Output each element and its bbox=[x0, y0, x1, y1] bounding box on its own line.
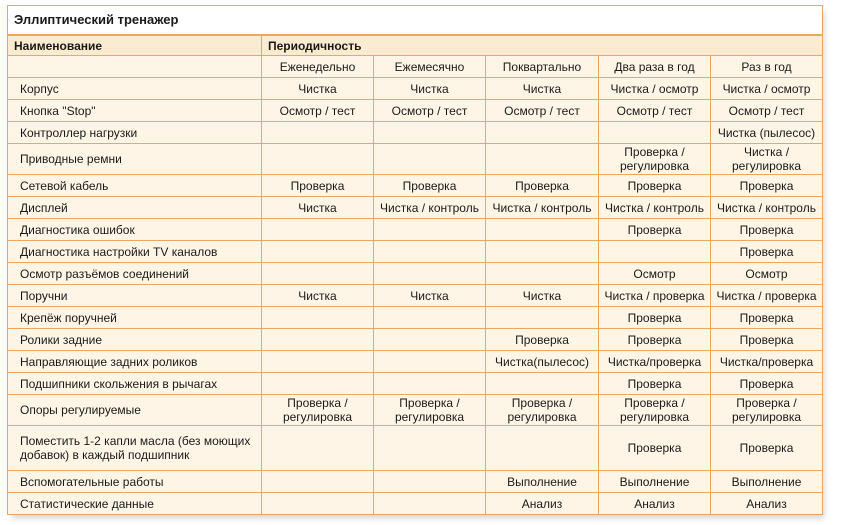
row-name: Диагностика настройки TV каналов bbox=[8, 241, 262, 263]
table-row bbox=[8, 329, 823, 351]
table-cell: Чистка / регулировка bbox=[711, 144, 823, 175]
row-name: Подшипники скольжения в рычагах bbox=[8, 373, 262, 395]
row-name: Поместить 1-2 капли масла (без моющих добавок) в каждый подшипник bbox=[8, 426, 262, 471]
table-row bbox=[8, 241, 823, 263]
table-cell: Проверка bbox=[711, 241, 823, 263]
period-yearly: Раз в год bbox=[711, 56, 823, 78]
table-cell: Выполнение bbox=[486, 471, 599, 493]
table-cell: Проверка / регулировка bbox=[486, 395, 599, 426]
row-name: Поручни bbox=[8, 285, 262, 307]
table-cell: Осмотр / тест bbox=[486, 100, 599, 122]
table-cell bbox=[374, 144, 486, 175]
table-cell bbox=[262, 263, 374, 285]
table-cell: Чистка/проверка bbox=[711, 351, 823, 373]
table-cell: Проверка / регулировка bbox=[599, 395, 711, 426]
table-cell bbox=[486, 122, 599, 144]
table-row bbox=[8, 493, 823, 515]
name-column-header: Наименование bbox=[8, 35, 262, 56]
table-cell: Чистка(пылесос) bbox=[486, 351, 599, 373]
table-cell bbox=[374, 471, 486, 493]
table-cell: Осмотр bbox=[711, 263, 823, 285]
table-cell: Осмотр / тест bbox=[374, 100, 486, 122]
table-cell: Чистка / контроль bbox=[711, 197, 823, 219]
row-name: Осмотр разъёмов соединений bbox=[8, 263, 262, 285]
table-cell bbox=[486, 144, 599, 175]
period-twice-a-year: Два раза в год bbox=[599, 56, 711, 78]
row-name: Сетевой кабель bbox=[8, 175, 262, 197]
table-row bbox=[8, 263, 823, 285]
table-cell: Чистка bbox=[262, 285, 374, 307]
table-cell bbox=[374, 241, 486, 263]
table-row bbox=[8, 307, 823, 329]
table-row bbox=[8, 351, 823, 373]
table-cell bbox=[374, 373, 486, 395]
table-cell: Проверка bbox=[486, 175, 599, 197]
table-cell: Проверка bbox=[262, 175, 374, 197]
table-cell: Осмотр bbox=[599, 263, 711, 285]
table-cell bbox=[374, 263, 486, 285]
table-cell: Чистка / осмотр bbox=[711, 78, 823, 100]
table-cell bbox=[599, 241, 711, 263]
table-cell: Проверка bbox=[599, 373, 711, 395]
table-cell: Осмотр / тест bbox=[262, 100, 374, 122]
table-row bbox=[8, 395, 823, 426]
table-cell bbox=[486, 263, 599, 285]
table-title: Эллиптический тренажер bbox=[8, 6, 823, 36]
table-cell: Проверка / регулировка bbox=[599, 144, 711, 175]
row-name: Корпус bbox=[8, 78, 262, 100]
table-row bbox=[8, 78, 823, 100]
table-cell bbox=[486, 307, 599, 329]
table-cell: Чистка / осмотр bbox=[599, 78, 711, 100]
table-cell: Проверка bbox=[711, 219, 823, 241]
table-cell: Проверка bbox=[599, 175, 711, 197]
table-cell: Проверка / регулировка bbox=[711, 395, 823, 426]
table-cell: Чистка bbox=[486, 285, 599, 307]
table-cell bbox=[374, 307, 486, 329]
table-cell: Проверка bbox=[486, 329, 599, 351]
table-row bbox=[8, 175, 823, 197]
table-cell: Чистка / проверка bbox=[599, 285, 711, 307]
table-cell bbox=[262, 351, 374, 373]
table-cell bbox=[262, 471, 374, 493]
row-name: Крепёж поручней bbox=[8, 307, 262, 329]
table-cell bbox=[262, 373, 374, 395]
table-row bbox=[8, 373, 823, 395]
table-cell bbox=[262, 426, 374, 471]
table-cell: Чистка bbox=[374, 285, 486, 307]
table-cell: Проверка bbox=[599, 307, 711, 329]
table-row bbox=[8, 144, 823, 175]
table-cell: Чистка bbox=[374, 78, 486, 100]
table-cell bbox=[262, 241, 374, 263]
row-name: Опоры регулируемые bbox=[8, 395, 262, 426]
table-cell bbox=[486, 241, 599, 263]
table-row bbox=[8, 426, 823, 471]
table-cell: Проверка bbox=[711, 175, 823, 197]
table-cell bbox=[262, 493, 374, 515]
row-name: Ролики задние bbox=[8, 329, 262, 351]
table-cell: Проверка bbox=[599, 329, 711, 351]
row-name: Кнопка "Stop" bbox=[8, 100, 262, 122]
table-cell: Чистка (пылесос) bbox=[711, 122, 823, 144]
table-row bbox=[8, 100, 823, 122]
table-cell: Проверка bbox=[711, 329, 823, 351]
row-name: Вспомогательные работы bbox=[8, 471, 262, 493]
table-cell bbox=[374, 122, 486, 144]
row-name: Приводные ремни bbox=[8, 144, 262, 175]
table-row bbox=[8, 197, 823, 219]
row-name: Диагностика ошибок bbox=[8, 219, 262, 241]
table-cell: Чистка / контроль bbox=[374, 197, 486, 219]
row-name: Дисплей bbox=[8, 197, 262, 219]
period-column-header: Периодичность bbox=[262, 35, 823, 56]
table-row bbox=[8, 219, 823, 241]
table-cell: Чистка / проверка bbox=[711, 285, 823, 307]
table-cell bbox=[599, 122, 711, 144]
table-cell bbox=[486, 219, 599, 241]
table-cell: Проверка / регулировка bbox=[262, 395, 374, 426]
table-cell: Чистка / контроль bbox=[486, 197, 599, 219]
table-cell: Чистка/проверка bbox=[599, 351, 711, 373]
table-cell: Чистка bbox=[262, 78, 374, 100]
table-cell: Проверка bbox=[711, 373, 823, 395]
table-cell bbox=[374, 219, 486, 241]
table-cell: Проверка bbox=[599, 219, 711, 241]
table-cell bbox=[486, 373, 599, 395]
row-name: Направляющие задних роликов bbox=[8, 351, 262, 373]
row-name: Контроллер нагрузки bbox=[8, 122, 262, 144]
table-cell bbox=[486, 426, 599, 471]
period-monthly: Ежемесячно bbox=[374, 56, 486, 78]
table-cell: Анализ bbox=[711, 493, 823, 515]
table-cell bbox=[262, 307, 374, 329]
table-cell: Проверка bbox=[374, 175, 486, 197]
table-cell: Чистка / контроль bbox=[599, 197, 711, 219]
period-quarterly: Поквартально bbox=[486, 56, 599, 78]
row-name: Статистические данные bbox=[8, 493, 262, 515]
table-row bbox=[8, 122, 823, 144]
table-cell bbox=[374, 329, 486, 351]
table-cell bbox=[262, 122, 374, 144]
table-cell: Проверка bbox=[711, 307, 823, 329]
table-cell bbox=[262, 144, 374, 175]
table-row bbox=[8, 471, 823, 493]
table-cell: Анализ bbox=[486, 493, 599, 515]
table-cell: Выполнение bbox=[599, 471, 711, 493]
table-cell: Выполнение bbox=[711, 471, 823, 493]
period-weekly: Еженедельно bbox=[262, 56, 374, 78]
table-cell: Анализ bbox=[599, 493, 711, 515]
maintenance-table bbox=[7, 5, 823, 515]
table-cell: Чистка bbox=[262, 197, 374, 219]
blank-header-cell bbox=[8, 56, 262, 78]
table-row bbox=[8, 285, 823, 307]
table-cell: Проверка bbox=[711, 426, 823, 471]
table-cell: Осмотр / тест bbox=[711, 100, 823, 122]
table-cell: Проверка bbox=[599, 426, 711, 471]
table-cell bbox=[374, 493, 486, 515]
table-cell: Осмотр / тест bbox=[599, 100, 711, 122]
table-cell bbox=[374, 426, 486, 471]
table-cell bbox=[374, 351, 486, 373]
table-cell bbox=[262, 329, 374, 351]
table-cell: Чистка bbox=[486, 78, 599, 100]
table-cell: Проверка / регулировка bbox=[374, 395, 486, 426]
table-cell bbox=[262, 219, 374, 241]
